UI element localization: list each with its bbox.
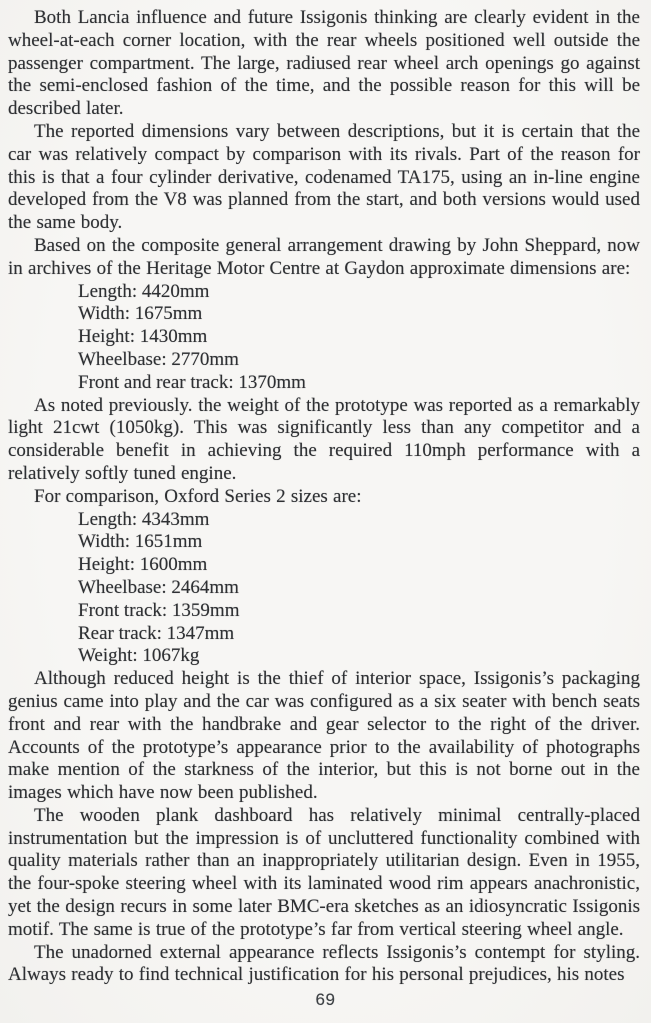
- list-item-front-track: Front track: 1359mm: [78, 599, 240, 621]
- paragraph-external-appearance: The unadorned external appearance reflects Issigonis’s contempt for styling. Always ready to find technical justification for his personal prejudices, his notes: [8, 941, 640, 986]
- list-item-track: Front and rear track: 1370mm: [78, 371, 306, 393]
- prototype-dimensions-list: [8, 281, 640, 395]
- oxford-dimensions-list: [8, 509, 640, 669]
- paragraph-dashboard: The wooden plank dashboard has relatively minimal centrally-placed instrumentation but the impression is of uncluttered functionality combined with quality materials rather than an inappropriately utilitarian design. Even in 1955, the four-spoke steering wheel with its laminated wood rim appears anachronistic, yet the design recurs in some later BMC-era sketches as an idiosyncratic Issigonis motif. The same is true of the prototype’s far from vertical steering wheel angle.: [8, 804, 640, 940]
- paragraph-reported-dimensions: The reported dimensions vary between descriptions, but it is certain that the car was relatively compact by comparison with its rivals. Part of the reason for this is that a four cylinder derivative, codenamed TA175, using an in-line engine developed from the V8 was planned from the start, and both versions would used the same body.: [8, 120, 640, 234]
- list-item-weight: Weight: 1067kg: [78, 645, 200, 667]
- paragraph-oxford-comparison-intro: For comparison, Oxford Series 2 sizes are:: [34, 485, 362, 507]
- list-item-length: Length: 4343mm: [78, 508, 210, 530]
- list-item-height: Height: 1430mm: [78, 326, 208, 348]
- paragraph-packaging-genius: Although reduced height is the thief of interior space, Issigonis’s packaging genius came into play and the car was configured as a six seater with bench seats front and rear with the handbrake and gear selector to the right of the driver. Accounts of the prototype’s appearance prior to the availability of photographs make mention of the starkness of the interior, but this is not borne out in the images which have now been published.: [8, 668, 640, 804]
- list-item-wheelbase: Wheelbase: 2770mm: [78, 348, 239, 370]
- paragraph-lancia-influence: Both Lancia influence and future Issigonis thinking are clearly evident in the wheel-at-each corner location, with the rear wheels positioned well outside the passenger compartment. The large, radiused rear wheel arch openings go against the semi-enclosed fashion of the time, and the possible reason for this will be described later.: [8, 7, 640, 120]
- page-number: 69: [315, 990, 336, 1009]
- list-item-wheelbase: Wheelbase: 2464mm: [78, 576, 239, 598]
- paragraph-prototype-weight: As noted previously. the weight of the prototype was reported as a remarkably light 21cwt (1050kg). This was significantly less than any competitor and a considerable benefit in achieving the required 110mph performance with a relatively softly tuned engine.: [8, 394, 640, 484]
- list-item-height: Height: 1600mm: [78, 554, 208, 576]
- paragraph-sheppard-drawing: Based on the composite general arrangement drawing by John Sheppard, now in archives of the Heritage Motor Centre at Gaydon approximate dimensions are:: [8, 234, 640, 279]
- list-item-rear-track: Rear track: 1347mm: [78, 622, 235, 644]
- list-item-length: Length: 4420mm: [78, 280, 210, 302]
- list-item-width: Width: 1651mm: [78, 531, 203, 553]
- list-item-width: Width: 1675mm: [78, 303, 203, 325]
